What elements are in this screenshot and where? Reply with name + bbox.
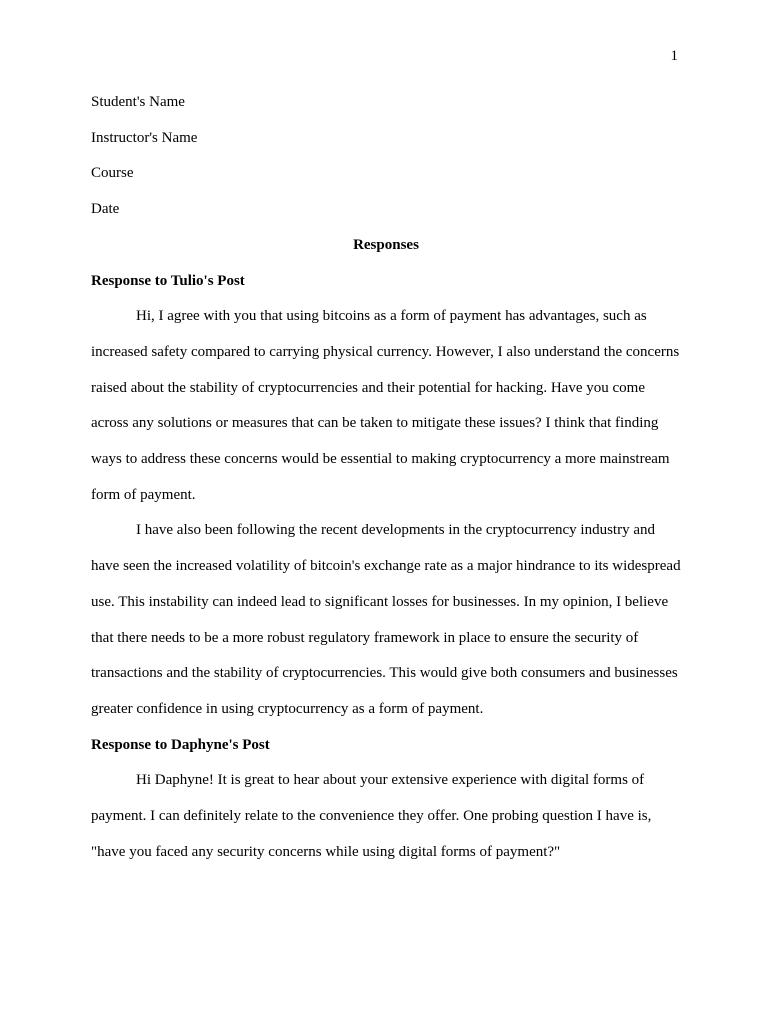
instructor-name: Instructor's Name [91,129,198,146]
section-heading-daphyne: Response to Daphyne's Post [91,736,270,753]
document-body [91,85,681,870]
date: Date [91,201,120,218]
course: Course [91,165,134,182]
paragraph-daphyne-1: Hi Daphyne! It is great to hear about your extensive experience with digital forms of payment. I can definitely relate to the convenience they offer. One probing question I have is, "have you faced any security concerns while using digital forms of payment?" [91,772,652,860]
student-name: Student's Name [91,94,185,110]
page-number: 1 [670,48,678,64]
paragraph-tulio-2: I have also been following the recent developments in the cryptocurrency industry and have seen the increased volatility of bitcoin's exchange rate as a major hindrance to its widespread use. This instability can indeed lead to significant losses for businesses. In my opinion, I believe that there needs to be a more robust regulatory framework in place to ensure the security of transactions and the stability of cryptocurrencies. This would give both consumers and businesses greater confidence in using cryptocurrency as a form of payment. [91,522,681,717]
section-heading-tulio: Response to Tulio's Post [91,272,245,289]
paragraph-tulio-1: Hi, I agree with you that using bitcoins as a form of payment has advantages, such as increased safety compared to carrying physical currency. However, I also understand the concerns raised about the stability of cryptocurrencies and their potential for hacking. Have you come across any solutions or measures that can be taken to mitigate these issues? I think that finding ways to address these concerns would be essential to making cryptocurrency a more mainstream form of payment. [91,308,680,503]
document-title: Responses [353,236,419,253]
